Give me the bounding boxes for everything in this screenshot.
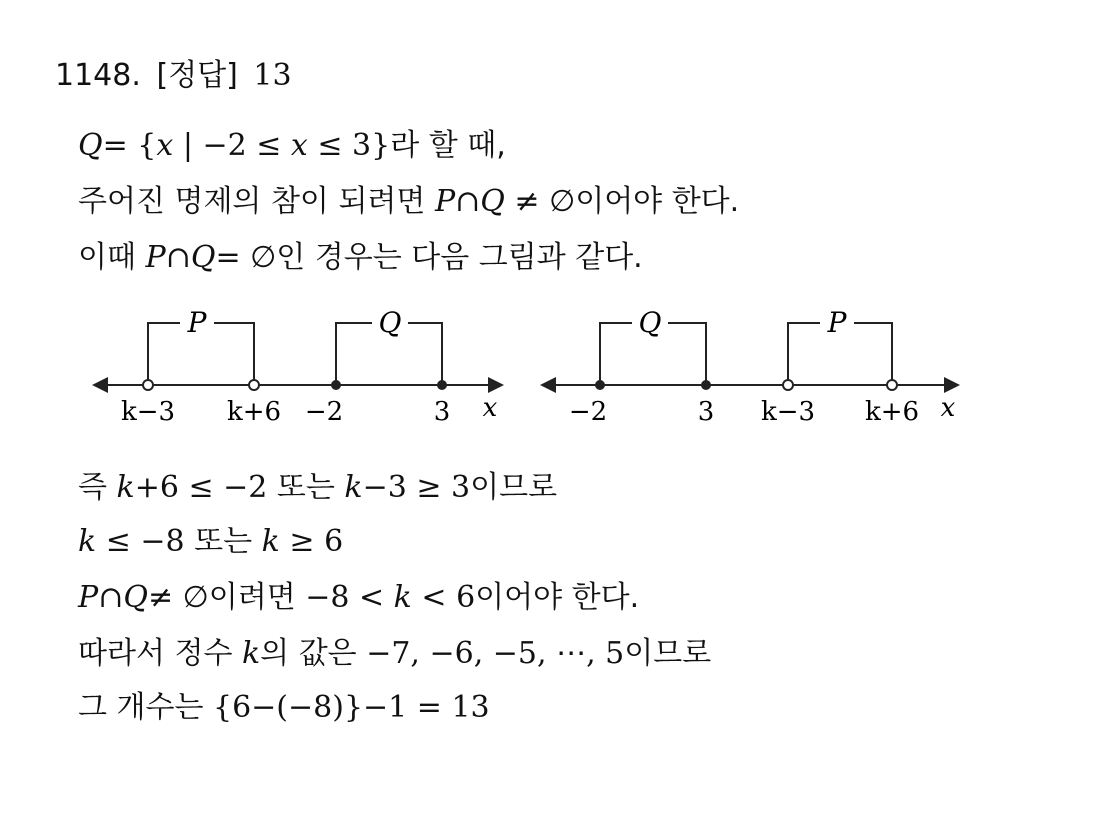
left-open-point-2 (249, 380, 259, 390)
right-tick-label-2: 3 (697, 397, 715, 427)
problem-header (55, 56, 292, 96)
left-q-label: Q (378, 306, 402, 339)
left-tick-label-1: k−3 (120, 397, 176, 427)
right-open-point-1 (783, 380, 793, 390)
right-axis-label: x (940, 393, 956, 423)
left-p-bracket (148, 323, 254, 385)
solution-line-5: k ≤ −8 또는 k ≥ 6 (78, 524, 344, 559)
left-axis-label: x (482, 393, 498, 423)
solution-line-4: 즉 k+6 ≤ −2 또는 k−3 ≥ 3이므로 (78, 470, 558, 505)
solution-line-1: Q= {x | −2 ≤ x ≤ 3}라 할 때, (78, 128, 506, 163)
solution-line-6: P∩Q≠ ∅이려면 −8 < k < 6이어야 한다. (78, 580, 640, 615)
solution-line-8: 그 개수는 {6−(−8)}−1 = 13 (78, 690, 490, 725)
left-number-line (98, 306, 498, 427)
solution-line-7: 따라서 정수 k의 값은 −7, −6, −5, ⋯, 5이므로 (78, 636, 712, 671)
right-number-line (546, 306, 956, 427)
right-open-point-2 (887, 380, 897, 390)
left-closed-point-1 (331, 380, 341, 390)
right-p-bracket (788, 323, 892, 385)
left-q-bracket (336, 323, 442, 385)
problem-number: 1148. (55, 58, 141, 93)
left-p-label: P (187, 306, 207, 339)
left-tick-label-2: k+6 (226, 397, 282, 427)
right-p-label: P (827, 306, 847, 339)
right-closed-point-1 (595, 380, 605, 390)
answer-tag: [정답] (156, 58, 238, 93)
right-q-label: Q (638, 306, 662, 339)
left-open-point-1 (143, 380, 153, 390)
left-tick-label-4: 3 (433, 397, 451, 427)
right-q-bracket (600, 323, 706, 385)
right-tick-label-1: −2 (568, 397, 608, 427)
solution-line-3: 이때 P∩Q= ∅인 경우는 다음 그림과 같다. (78, 240, 643, 275)
answer-value: 13 (253, 58, 292, 93)
solution-line-2: 주어진 명제의 참이 되려면 P∩Q ≠ ∅이어야 한다. (78, 184, 740, 219)
right-tick-label-3: k−3 (760, 397, 816, 427)
right-closed-point-2 (701, 380, 711, 390)
left-closed-point-2 (437, 380, 447, 390)
right-tick-label-4: k+6 (864, 397, 920, 427)
left-tick-label-3: −2 (304, 397, 344, 427)
